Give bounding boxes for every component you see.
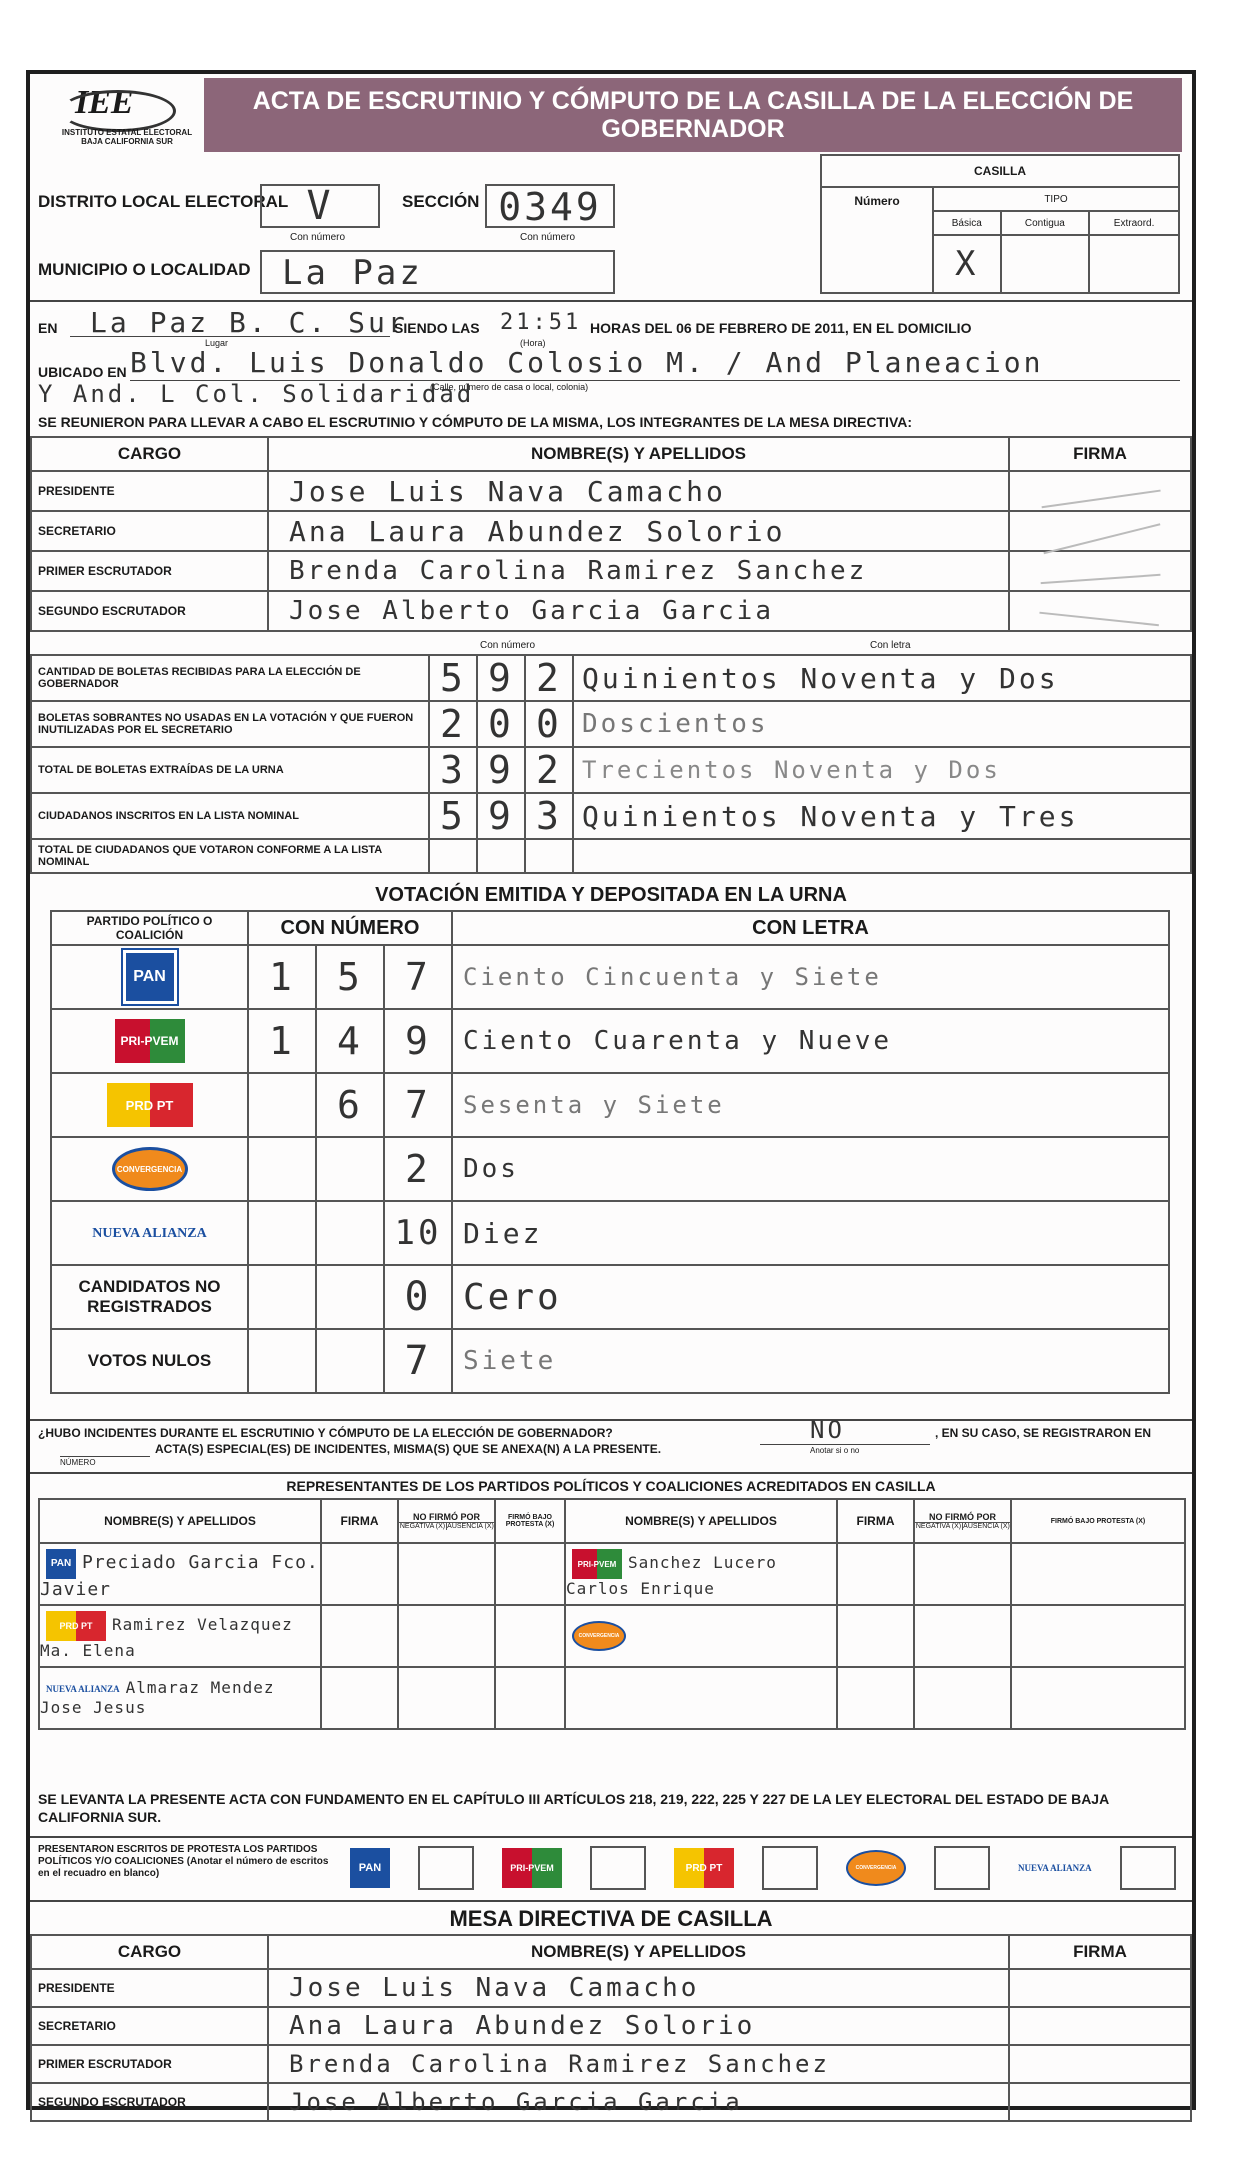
divider — [30, 1472, 1192, 1474]
firmo-bajo-header: FIRMÓ BAJO PROTESTA (X) — [495, 1499, 565, 1543]
protesta-label: PRESENTARON ESCRITOS DE PROTESTA LOS PARTIDOS POLÍTICOS Y/O COALICIONES (Anotar el número de escritos en el recuadro en blanco) — [38, 1844, 329, 1879]
pri-pvem-logo-icon: PRI-PVEM — [115, 1019, 185, 1063]
table-row — [51, 1201, 1169, 1265]
convergencia-logo-icon: CONVERGENCIA — [112, 1147, 188, 1191]
no-registrados-label: CANDIDATOS NO REGISTRADOS — [51, 1265, 248, 1329]
mesa2-name[interactable]: Jose Alberto Garcia Garcia — [268, 2083, 1009, 2121]
table-row — [31, 471, 1191, 511]
casilla-numero-label: Número — [821, 187, 933, 293]
en-rest: HORAS DEL 06 DE FEBRERO DE 2011, EN EL DOMICILIO — [590, 320, 972, 336]
hora-hint: (Hora) — [520, 338, 546, 348]
votacion-col-numero: CON NÚMERO — [248, 911, 452, 945]
firmo-bajo-header-2: FIRMÓ BAJO PROTESTA (X) — [1011, 1499, 1185, 1543]
bajo-protesta-box[interactable] — [1011, 1605, 1185, 1667]
convergencia-logo-icon: CONVERGENCIA — [572, 1621, 626, 1651]
mesa1-name[interactable]: Brenda Carolina Ramirez Sanchez — [268, 551, 1009, 591]
counts-table — [30, 654, 1192, 874]
nueva-alianza-logo-icon: NUEVA ALIANZA — [1018, 1863, 1092, 1873]
municipio-label: MUNICIPIO O LOCALIDAD — [38, 260, 251, 279]
vote-digit[interactable]: 5 — [316, 945, 384, 1009]
count-digit[interactable] — [477, 839, 525, 873]
count-label: CIUDADANOS INSCRITOS EN LA LISTA NOMINAL — [31, 793, 429, 839]
actas-text: ACTA(S) ESPECIAL(ES) DE INCIDENTES, MISMA(S) QUE SE ANEXA(N) A LA PRESENTE. — [155, 1442, 662, 1456]
count-label: TOTAL DE CIUDADANOS QUE VOTARON CONFORME A LA LISTA NOMINAL — [31, 839, 429, 873]
fundamento-text: SE LEVANTA LA PRESENTE ACTA CON FUNDAMENTO EN EL CAPÍTULO III ARTÍCULOS 218, 219, 222, 225 Y 227 DE LA LEY ELECTORAL DEL ESTADO DE BAJA CALIFORNIA SUR. — [38, 1791, 1109, 1825]
mesa2-name[interactable]: Brenda Carolina Ramirez Sanchez — [268, 2045, 1009, 2083]
count-digit[interactable]: 5 — [429, 793, 477, 839]
mesa1-cargo-header: CARGO — [31, 437, 268, 471]
distrito-field[interactable] — [260, 184, 380, 228]
con-numero-hint: Con número — [480, 640, 536, 651]
municipio-field[interactable] — [260, 250, 615, 294]
iee-logo — [40, 84, 200, 154]
mesa2-name[interactable]: Ana Laura Abundez Solorio — [268, 2007, 1009, 2045]
siendo-label: SIENDO LAS — [394, 320, 480, 336]
ubicado-value[interactable]: Blvd. Luis Donaldo Colosio M. / And Planeacion — [130, 346, 1044, 379]
vote-digit[interactable] — [316, 1329, 384, 1393]
vote-digit[interactable] — [248, 1265, 316, 1329]
casilla-label: CASILLA — [821, 155, 1179, 187]
divider — [30, 1836, 1192, 1838]
numero-underline — [60, 1456, 150, 1457]
ubicado-hint: (Calle, número de casa o local, colonia) — [430, 382, 589, 392]
vote-digit[interactable] — [248, 1137, 316, 1201]
count-digit[interactable]: 2 — [525, 747, 573, 793]
mesa1-name[interactable]: Jose Alberto Garcia Garcia — [268, 591, 1009, 631]
count-text[interactable]: Doscientos — [573, 701, 1191, 747]
protesta-boxes — [350, 1846, 1176, 1890]
bajo-protesta-box[interactable] — [495, 1605, 565, 1667]
protesta-count-prd[interactable] — [762, 1846, 818, 1890]
mesa1-name[interactable]: Jose Luis Nava Camacho — [268, 471, 1009, 511]
mesa2-firma-header: FIRMA — [1009, 1935, 1191, 1969]
seccion-field[interactable] — [485, 184, 615, 228]
count-digit[interactable]: 2 — [525, 655, 573, 701]
mesa-directiva-table-top — [30, 436, 1192, 632]
table-row — [51, 1137, 1169, 1201]
mesa1-firma-header: FIRMA — [1009, 437, 1191, 471]
table-row — [31, 701, 1191, 747]
ubicado-value2[interactable]: Y And. L Col. Solidaridad — [38, 380, 475, 408]
no-firmo-box[interactable] — [398, 1605, 495, 1667]
distrito-hint: Con número — [290, 232, 346, 243]
signature[interactable] — [1009, 2007, 1191, 2045]
reunieron-text: SE REUNIERON PARA LLEVAR A CABO EL ESCRUTINIO Y CÓMPUTO DE LA MISMA, LOS INTEGRANTES DE LA MESA DIRECTIVA: — [38, 414, 913, 430]
institute-name: INSTITUTO ESTATAL ELECTORAL BAJA CALIFORNIA SUR — [61, 128, 193, 146]
anotar-hint: Anotar si o no — [810, 1446, 860, 1455]
count-digit[interactable] — [429, 839, 477, 873]
vote-digit[interactable]: 2 — [384, 1137, 452, 1201]
lugar-hint: Lugar — [205, 338, 229, 348]
count-text[interactable]: Quinientos Noventa y Tres — [573, 793, 1191, 839]
signature[interactable] — [1009, 591, 1191, 631]
pan-logo-icon: PAN — [123, 950, 177, 1004]
en-underline — [70, 336, 390, 337]
signature[interactable] — [1009, 2045, 1191, 2083]
vote-digit[interactable]: 10 — [384, 1201, 452, 1265]
mesa2-cargo: SECRETARIO — [31, 2007, 268, 2045]
divider — [30, 1419, 1192, 1421]
casilla-extra-box[interactable] — [1089, 235, 1179, 293]
signature[interactable] — [321, 1667, 398, 1729]
signature[interactable] — [321, 1543, 398, 1605]
distrito-value: V — [306, 183, 334, 229]
mesa-directiva-table-bottom — [30, 1934, 1192, 2122]
no-firmo-box[interactable] — [914, 1543, 1011, 1605]
rep-name[interactable]: Almaraz Mendez Jose Jesus — [40, 1678, 275, 1717]
count-digit[interactable]: 0 — [477, 701, 525, 747]
pan-logo-icon: PAN — [350, 1848, 390, 1888]
vote-text[interactable]: Cero — [452, 1265, 1169, 1329]
casilla-extra-label: Extraord. — [1089, 211, 1179, 235]
mesa2-cargo: PRESIDENTE — [31, 1969, 268, 2007]
table-row — [31, 591, 1191, 631]
mesa2-cargo-header: CARGO — [31, 1935, 268, 1969]
acta-sheet — [26, 70, 1196, 2116]
count-digit[interactable]: 5 — [429, 655, 477, 701]
table-row — [31, 655, 1191, 701]
prd-pt-logo-icon: PRD PT — [674, 1848, 734, 1888]
vote-digit[interactable] — [316, 1265, 384, 1329]
table-row — [39, 1543, 1185, 1605]
reps-nombre-header: NOMBRE(S) Y APELLIDOS — [39, 1499, 321, 1543]
signature[interactable] — [837, 1605, 914, 1667]
en-label: EN — [38, 320, 58, 336]
bajo-protesta-box[interactable] — [1011, 1543, 1185, 1605]
en-value[interactable]: La Paz B. C. Sur — [90, 306, 408, 339]
count-digit[interactable]: 9 — [477, 655, 525, 701]
bajo-protesta-box[interactable] — [495, 1543, 565, 1605]
no-firmo-box[interactable] — [914, 1605, 1011, 1667]
vote-digit[interactable] — [248, 1073, 316, 1137]
no-firmo-box[interactable] — [398, 1667, 495, 1729]
pri-pvem-logo-icon: PRI-PVEM — [502, 1848, 562, 1888]
vote-digit[interactable]: 7 — [384, 1073, 452, 1137]
count-digit[interactable] — [525, 839, 573, 873]
hora-value[interactable]: 21:51 — [500, 310, 582, 335]
pan-logo-icon: PAN — [46, 1549, 76, 1579]
table-row — [39, 1667, 1185, 1729]
count-text[interactable] — [573, 839, 1191, 873]
mesa2-cargo: SEGUNDO ESCRUTADOR — [31, 2083, 268, 2121]
mesa1-name[interactable]: Ana Laura Abundez Solorio — [268, 511, 1009, 551]
reps-firma-header-2: FIRMA — [837, 1499, 914, 1543]
rep-name[interactable]: Sanchez Lucero Carlos Enrique — [566, 1553, 777, 1598]
votos-nulos-label: VOTOS NULOS — [51, 1329, 248, 1393]
vote-digit[interactable] — [248, 1201, 316, 1265]
no-firmo-header: NO FIRMÓ POR — [399, 1512, 494, 1523]
reps-firma-header: FIRMA — [321, 1499, 398, 1543]
count-label: CANTIDAD DE BOLETAS RECIBIDAS PARA LA ELECCIÓN DE GOBERNADOR — [31, 655, 429, 701]
negativa-header-2: NEGATIVA (X) — [915, 1523, 962, 1530]
mesa1-cargo: PRIMER ESCRUTADOR — [31, 551, 268, 591]
divider — [30, 1900, 1192, 1902]
vote-digit[interactable]: 6 — [316, 1073, 384, 1137]
table-row — [31, 1969, 1191, 2007]
casilla-contigua-box[interactable] — [1001, 235, 1090, 293]
signature[interactable] — [1009, 471, 1191, 511]
municipio-value: La Paz — [282, 253, 423, 293]
vote-digit[interactable]: 7 — [384, 945, 452, 1009]
bajo-protesta-box[interactable] — [495, 1667, 565, 1729]
count-digit[interactable]: 3 — [429, 747, 477, 793]
signature[interactable] — [1009, 1969, 1191, 2007]
distrito-label: DISTRITO LOCAL ELECTORAL — [38, 192, 289, 211]
vote-digit[interactable]: 4 — [316, 1009, 384, 1073]
signature[interactable] — [837, 1543, 914, 1605]
page-title: ACTA DE ESCRUTINIO Y CÓMPUTO DE LA CASILLA DE LA ELECCIÓN DE GOBERNADOR — [204, 78, 1182, 152]
vote-digit[interactable] — [316, 1201, 384, 1265]
casilla-contigua-label: Contigua — [1001, 211, 1090, 235]
table-row — [31, 2007, 1191, 2045]
vote-text[interactable]: Siete — [452, 1329, 1169, 1393]
protesta-count-pan[interactable] — [418, 1846, 474, 1890]
table-row — [51, 1073, 1169, 1137]
no-firmo-box[interactable] — [398, 1543, 495, 1605]
ausencia-header: AUSENCIA (X) — [447, 1523, 494, 1530]
seccion-hint: Con número — [520, 232, 576, 243]
table-row — [31, 551, 1191, 591]
seccion-label: SECCIÓN — [402, 192, 480, 211]
vote-digit[interactable] — [316, 1137, 384, 1201]
signature[interactable] — [1009, 511, 1191, 551]
casilla-table — [820, 154, 1180, 294]
table-row — [31, 2045, 1191, 2083]
rep-name[interactable]: Preciado Garcia Fco. Javier — [40, 1551, 319, 1600]
nueva-alianza-logo-icon: NUEVA ALIANZA — [92, 1226, 207, 1241]
mesa2-name[interactable]: Jose Luis Nava Camacho — [268, 1969, 1009, 2007]
seccion-value: 0349 — [498, 185, 602, 229]
vote-digit[interactable]: 1 — [248, 1009, 316, 1073]
nueva-alianza-logo-icon: NUEVA ALIANZA — [46, 1683, 120, 1694]
rep-name[interactable]: Ramirez Velazquez Ma. Elena — [40, 1615, 293, 1660]
count-label: BOLETAS SOBRANTES NO USADAS EN LA VOTACIÓN Y QUE FUERON INUTILIZADAS POR EL SECRETARIO — [31, 701, 429, 747]
no-firmo-header-2: NO FIRMÓ POR — [915, 1512, 1010, 1523]
answer-underline — [760, 1444, 930, 1445]
votacion-col-party: PARTIDO POLÍTICO O COALICIÓN — [51, 911, 248, 945]
casilla-basica-mark[interactable]: X — [933, 235, 1001, 293]
vote-text[interactable]: Sesenta y Siete — [452, 1073, 1169, 1137]
reps-nombre-header-2: NOMBRE(S) Y APELLIDOS — [565, 1499, 837, 1543]
convergencia-logo-icon: CONVERGENCIA — [846, 1850, 906, 1886]
mesa1-cargo: PRESIDENTE — [31, 471, 268, 511]
incidentes-question: ¿HUBO INCIDENTES DURANTE EL ESCRUTINIO Y CÓMPUTO DE LA ELECCIÓN DE GOBERNADOR? — [38, 1426, 613, 1440]
count-text[interactable]: Trecientos Noventa y Dos — [573, 747, 1191, 793]
mesa1-cargo: SEGUNDO ESCRUTADOR — [31, 591, 268, 631]
mesa1-cargo: SECRETARIO — [31, 511, 268, 551]
mesa2-nombre-header: NOMBRE(S) Y APELLIDOS — [268, 1935, 1009, 1969]
logo-text: IEE — [75, 84, 134, 121]
count-label: TOTAL DE BOLETAS EXTRAÍDAS DE LA URNA — [31, 747, 429, 793]
logo-swoosh-icon — [60, 90, 176, 132]
casilla-basica-label: Básica — [933, 211, 1001, 235]
mesa2-title: MESA DIRECTIVA DE CASILLA — [449, 1906, 773, 1931]
reps-table — [38, 1498, 1186, 1730]
incidentes-answer[interactable]: NO — [810, 1416, 845, 1444]
table-row — [51, 1009, 1169, 1073]
divider — [30, 300, 1192, 302]
votacion-table — [50, 910, 1170, 1394]
table-row — [51, 1329, 1169, 1393]
reps-title: REPRESENTANTES DE LOS PARTIDOS POLÍTICOS Y COALICIONES ACREDITADOS EN CASILLA — [286, 1478, 936, 1494]
count-digit[interactable]: 3 — [525, 793, 573, 839]
signature[interactable] — [1009, 2083, 1191, 2121]
count-digit[interactable]: 0 — [525, 701, 573, 747]
negativa-header: NEGATIVA (X) — [399, 1523, 446, 1530]
signature[interactable] — [1009, 551, 1191, 591]
table-row — [51, 945, 1169, 1009]
count-digit[interactable]: 2 — [429, 701, 477, 747]
casilla-tipo-label: TIPO — [933, 187, 1179, 211]
en-su-caso: , EN SU CASO, SE REGISTRARON EN — [935, 1426, 1152, 1440]
protesta-count-convergencia[interactable] — [934, 1846, 990, 1890]
count-text[interactable]: Quinientos Noventa y Dos — [573, 655, 1191, 701]
mesa2-cargo: PRIMER ESCRUTADOR — [31, 2045, 268, 2083]
votacion-title: VOTACIÓN EMITIDA Y DEPOSITADA EN LA URNA — [375, 884, 847, 906]
signature[interactable] — [321, 1605, 398, 1667]
ubicado-label: UBICADO EN — [38, 364, 127, 380]
prd-pt-logo-icon: PRD PT — [107, 1083, 193, 1127]
vote-text[interactable]: Ciento Cuarenta y Nueve — [452, 1009, 1169, 1073]
table-row — [31, 2083, 1191, 2121]
vote-digit[interactable]: 7 — [384, 1329, 452, 1393]
protesta-count-pri[interactable] — [590, 1846, 646, 1890]
numero-hint: NÚMERO — [60, 1458, 96, 1467]
vote-text[interactable]: Dos — [452, 1137, 1169, 1201]
table-row — [31, 793, 1191, 839]
protesta-count-na[interactable] — [1120, 1846, 1176, 1890]
count-digit[interactable]: 9 — [477, 793, 525, 839]
ausencia-header-2: AUSENCIA (X) — [963, 1523, 1010, 1530]
count-digit[interactable]: 9 — [477, 747, 525, 793]
vote-digit[interactable] — [248, 1329, 316, 1393]
table-row — [39, 1605, 1185, 1667]
mesa1-nombre-header: NOMBRE(S) Y APELLIDOS — [268, 437, 1009, 471]
vote-digit[interactable]: 0 — [384, 1265, 452, 1329]
vote-digit[interactable]: 9 — [384, 1009, 452, 1073]
vote-text[interactable]: Ciento Cincuenta y Siete — [452, 945, 1169, 1009]
vote-text[interactable]: Diez — [452, 1201, 1169, 1265]
con-letra-hint: Con letra — [870, 640, 911, 651]
table-row — [31, 747, 1191, 793]
table-row — [31, 511, 1191, 551]
prd-pt-logo-icon: PRD PT — [46, 1611, 106, 1641]
votacion-col-letra: CON LETRA — [452, 911, 1169, 945]
table-row — [51, 1265, 1169, 1329]
vote-digit[interactable]: 1 — [248, 945, 316, 1009]
table-row — [31, 839, 1191, 873]
pri-pvem-logo-icon: PRI-PVEM — [572, 1549, 622, 1579]
